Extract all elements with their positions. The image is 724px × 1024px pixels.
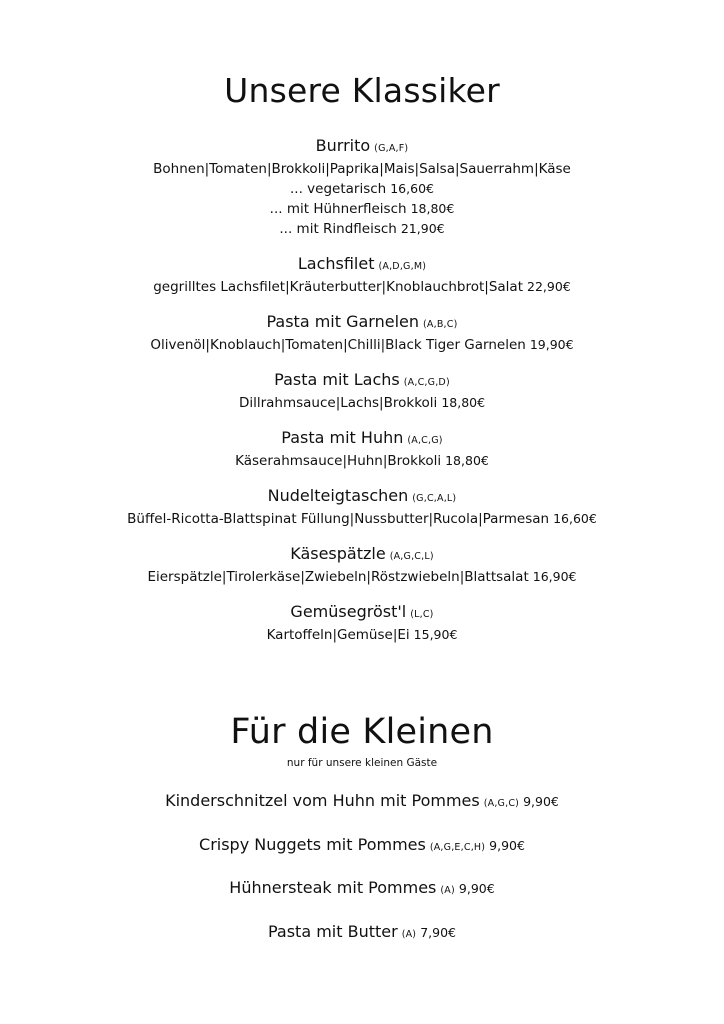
- dish-description: Büffel-Ricotta-Blattspinat Füllung|Nussbutter|Rucola|Parmesan: [127, 511, 550, 527]
- section-title-kids: Für die Kleinen: [230, 712, 494, 752]
- dish-description: Dillrahmsauce|Lachs|Brokkoli: [238, 395, 438, 411]
- dish-description-line: [0, 393, 724, 413]
- dish-name: Pasta mit Huhn: [281, 428, 404, 447]
- dish-allergens: (A,B,C): [423, 319, 458, 330]
- dish-description: Olivenöl|Knoblauch|Tomaten|Chilli|Black Tiger Garnelen: [150, 337, 526, 353]
- dish-name-line: [0, 602, 724, 625]
- menu-item: [0, 486, 724, 529]
- menu-item: [0, 136, 724, 239]
- kids-item-name: Hühnersteak mit Pommes: [229, 878, 437, 897]
- dish-description-line: [0, 277, 724, 297]
- dish-description: Bohnen|Tomaten|Brokkoli|Paprika|Mais|Salsa|Sauerrahm|Käse: [153, 161, 571, 177]
- dish-allergens: (A,C,G,D): [403, 377, 450, 388]
- dish-name-line: [0, 428, 724, 451]
- dish-description: Kartoffeln|Gemüse|Ei: [266, 627, 410, 643]
- dish-name: Pasta mit Garnelen: [266, 312, 420, 331]
- dish-price: 16,60€: [553, 511, 597, 526]
- variant-price: 18,80€: [410, 201, 455, 216]
- variant-price: 16,60€: [390, 181, 434, 196]
- kids-menu-item: [0, 919, 724, 948]
- variant-label: ... vegetarisch: [290, 181, 387, 197]
- dish-description-line: [0, 335, 724, 355]
- kids-item-price: 9,90€: [489, 837, 525, 853]
- dish-name-line: [0, 544, 724, 567]
- section-title-classics: Unsere Klassiker: [224, 71, 500, 110]
- dish-price: 15,90€: [413, 627, 458, 642]
- kids-item-allergens: (A): [440, 885, 455, 896]
- dish-allergens: (A,C,G): [407, 435, 443, 446]
- dish-price: 18,80€: [445, 453, 489, 468]
- dish-variant: [0, 199, 724, 219]
- dish-description-line: [0, 567, 724, 587]
- dish-name: Nudelteigtaschen: [267, 486, 409, 505]
- kids-item-price: 9,90€: [523, 794, 559, 809]
- dish-name: Käsespätzle: [290, 544, 386, 563]
- menu-item: [0, 428, 724, 471]
- dish-allergens: (A,G,C,L): [389, 551, 434, 562]
- menu-item: [0, 312, 724, 355]
- kids-list: [0, 788, 724, 962]
- dish-price: 22,90€: [527, 279, 571, 294]
- dish-name: Lachsfilet: [297, 254, 375, 273]
- dish-name-line: [0, 486, 724, 509]
- variant-label: ... mit Rindfleisch: [279, 221, 397, 237]
- kids-menu-item: [0, 832, 724, 861]
- dish-name-line: [0, 312, 724, 335]
- kids-item-allergens: (A,G,E,C,H): [429, 841, 486, 853]
- variant-label: ... mit Hühnerfleisch: [269, 201, 407, 217]
- kids-item-name: Pasta mit Butter: [267, 921, 398, 941]
- dish-description-line: [0, 159, 724, 179]
- classics-list: [0, 136, 724, 660]
- dish-description: Käserahmsauce|Huhn|Brokkoli: [235, 453, 442, 469]
- dish-name-line: [0, 370, 724, 393]
- kids-item-allergens: (A,G,C): [483, 798, 520, 809]
- dish-description-line: [0, 625, 724, 645]
- dish-price: 16,90€: [532, 569, 577, 584]
- kids-item-name: Kinderschnitzel vom Huhn mit Pommes: [165, 791, 480, 810]
- dish-name: Burrito: [315, 136, 371, 155]
- dish-allergens: (A,D,G,M): [378, 261, 427, 272]
- dish-description: gegrilltes Lachsfilet|Kräuterbutter|Knoblauchbrot|Salat: [153, 279, 523, 295]
- dish-name: Gemüsegröst'l: [290, 602, 407, 621]
- dish-allergens: (G,C,A,L): [412, 493, 457, 504]
- dish-description-line: [0, 451, 724, 471]
- kids-subtitle: nur für unsere kleinen Gäste: [286, 757, 438, 769]
- dish-variant: [0, 179, 724, 199]
- dish-price: 18,80€: [441, 395, 486, 410]
- dish-description-line: [0, 509, 724, 529]
- kids-item-price: 9,90€: [458, 881, 495, 896]
- dish-price: 19,90€: [529, 337, 574, 352]
- kids-item-name: Crispy Nuggets mit Pommes: [199, 834, 426, 854]
- kids-item-price: 7,90€: [420, 924, 457, 940]
- variant-price: 21,90€: [400, 221, 445, 236]
- dish-name-line: [0, 136, 724, 159]
- dish-description: Eierspätzle|Tirolerkäse|Zwiebeln|Röstzwiebeln|Blattsalat: [147, 569, 529, 585]
- kids-menu-item: [0, 788, 724, 817]
- dish-allergens: (L,C): [410, 609, 434, 620]
- kids-menu-item: [0, 875, 724, 904]
- menu-item: [0, 544, 724, 587]
- menu-item: [0, 370, 724, 413]
- kids-item-allergens: (A): [401, 928, 417, 940]
- menu-item: [0, 602, 724, 645]
- dish-variant: [0, 219, 724, 239]
- dish-name: Pasta mit Lachs: [274, 370, 400, 389]
- dish-allergens: (G,A,F): [374, 143, 409, 154]
- dish-name-line: [0, 254, 724, 277]
- menu-item: [0, 254, 724, 297]
